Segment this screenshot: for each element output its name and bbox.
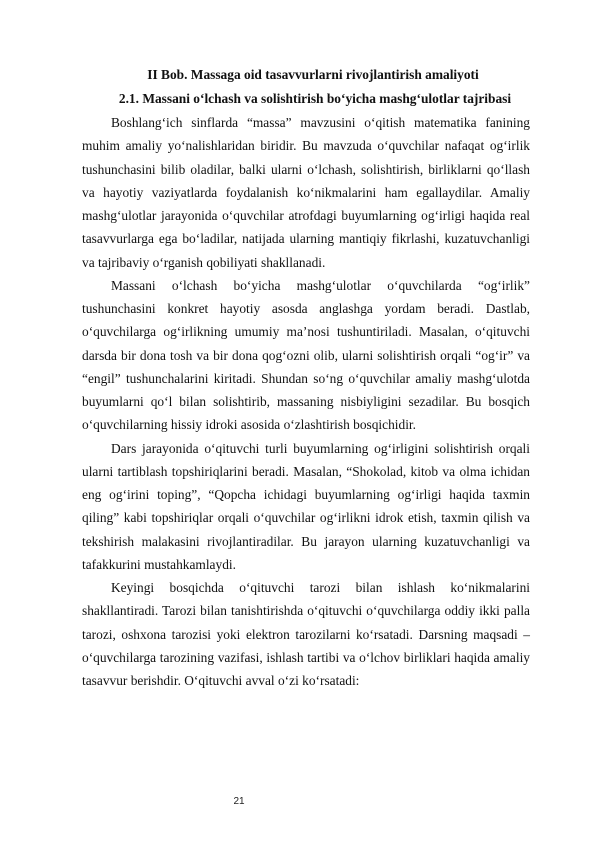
page-number: 21 (233, 796, 245, 807)
paragraph-4: Keyingi bosqichda o‘qituvchi tarozi bilan ishlash ko‘nikmalarini shakllantiradi. Tarozi bilan tanishtirishda o‘qituvchi o‘quvchilarga oddiy ikki palla tarozi, oshxona tarozisi yoki elektron tarozilarni ko‘rsatadi. Darsning maqsadi – o‘quvchilarga tarozining vazifasi, ishlash tartibi va o‘lchov birliklari haqida amaliy tasavvur berishdir. O‘qituvchi avval o‘zi ko‘rsatadi: (82, 580, 530, 688)
paragraph-3: Dars jarayonida o‘qituvchi turli buyumlarning og‘irligini solishtirish orqali ularni tartiblash topshiriqlarini beradi. Masalan, “Shokolad, kitob va olma ichidan eng og‘irini toping”, “Qopcha ichidagi buyumlarning og‘irligi haqida taxmin qiling” kabi topshiriqlar orqali o‘quvchilar og‘irlikni idrok etish, taxmin qilish va tekshirish malakasini rivojlantiradilar. Bu jarayon ularning kuzatuvchanligi va tafakkurini mustahkamlaydi. (82, 440, 530, 572)
paragraph-2: Massani o‘lchash bo‘yicha mashg‘ulotlar o‘quvchilarda “og‘irlik” tushunchasini konkret hayotiy asosda anglashga yordam beradi. Dastlab, o‘quvchilarga og‘irlikning umumiy ma’nosi tushuntiriladi. Masalan, o‘qituvchi darsda bir dona tosh va bir dona qog‘ozni olib, ularni solishtirish orqali “og‘ir” va “engil” tushunchalarini kiritadi. Shundan so‘ng o‘quvchilar amaliy mashg‘ulotda buyumlarni qo‘l bilan solishtirib, massaning nisbiyligini sezadilar. Bu bosqich o‘quvchilarning hissiy idroki asosida o‘zlashtirish bosqichidir. (82, 277, 530, 433)
chapter-title: II Bob. Massaga oid tasavvurlarni rivojlantirish amaliyoti (147, 67, 479, 82)
section-title: 2.1. Massani o‘lchash va solishtirish bo‘yicha mashg‘ulotlar tajribasi (118, 91, 512, 106)
document-page (82, 66, 530, 692)
paragraph-1: Boshlang‘ich sinflarda “massa” mavzusini o‘qitish matematika fanining muhim amaliy yo‘nalishlaridan biridir. Bu mavzuda o‘quvchilar nafaqat og‘irlik tushunchasini bilib oladilar, balki ularni o‘lchash, solishtirish, birliklarni qo‘llash va hayotiy vaziyatlarda foydalanish ko‘nikmalarini ham egallaydilar. Amaliy mashg‘ulotlar jarayonida o‘quvchilar atrofdagi buyumlarning og‘irligi haqida real tasavvurlarga ega bo‘ladilar, natijada ularning mantiqiy fikrlashi, kuzatuvchanligi va tajribaviy o‘rganish qobiliyati shakllanadi. (82, 115, 530, 270)
